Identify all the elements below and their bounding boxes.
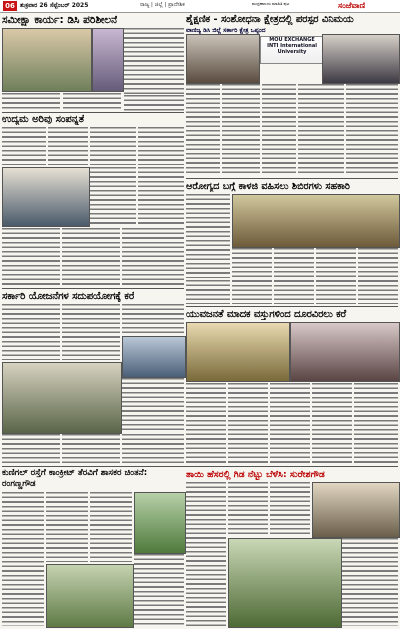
drug-article-body-4 bbox=[312, 383, 352, 463]
tree-article-body-3 bbox=[270, 482, 310, 536]
subheadline-academic-exchange: ವಾಣಿಜ್ಯ ಡಿಸಿ ಜಿಲ್ಲೆ ಸರ್ಕಾರಿ ಕ್ಷೇತ್ರ ಒಪ್ಪಂದ bbox=[186, 27, 266, 34]
masthead: ಸಂಜೆವಾಣಿ bbox=[338, 0, 366, 10]
schemes-article-body-3 bbox=[122, 304, 184, 334]
industry-article-body-4 bbox=[138, 127, 184, 165]
drug-awareness-photo-2 bbox=[290, 322, 400, 382]
industry-article-body-2 bbox=[48, 127, 88, 165]
survey-article-body-4 bbox=[124, 95, 184, 111]
health-article-body-2 bbox=[232, 248, 272, 304]
schemes-article-body-7 bbox=[122, 434, 184, 464]
health-article-body-6 bbox=[186, 280, 230, 304]
schemes-photo-left bbox=[2, 362, 122, 434]
road-article-body-2 bbox=[46, 492, 88, 562]
edition-date: ಶುಕ್ರವಾರ 26 ಸೆಪ್ಟೆಂಬರ್ 2025 bbox=[20, 2, 89, 9]
headline-drug-awareness: ಯುವಜನತೆ ಮಾದಕ ವಸ್ತುಗಳಿಂದ ದೂರವಿರಲು ಕರೆ bbox=[186, 309, 347, 320]
schemes-article-body-5 bbox=[2, 434, 60, 464]
industry-article-body-1 bbox=[2, 127, 46, 165]
survey-photo-2 bbox=[92, 28, 124, 92]
road-photo-left bbox=[46, 564, 134, 628]
health-article-body-5 bbox=[358, 248, 398, 304]
mou-article-body-2 bbox=[222, 84, 260, 176]
mou-banner: MOU EXCHANGE INTI International University bbox=[260, 36, 324, 64]
drug-awareness-photo-1 bbox=[186, 322, 290, 382]
health-article-body-3 bbox=[274, 248, 314, 304]
road-article-body-1 bbox=[2, 492, 44, 626]
divider bbox=[186, 178, 398, 179]
tree-planting-photo bbox=[228, 538, 342, 628]
schemes-article-body-1 bbox=[2, 304, 60, 360]
survey-article-body-3 bbox=[63, 93, 121, 111]
headline-industry: ಉದ್ಯಮ ಅರಿವು ಸಂಪನ್ನತೆ bbox=[2, 114, 85, 125]
tree-article-body-1 bbox=[186, 482, 226, 626]
mou-article-body-4 bbox=[298, 84, 344, 176]
drug-article-body-1 bbox=[186, 383, 226, 463]
divider bbox=[2, 466, 398, 467]
tree-photo-right bbox=[312, 482, 400, 538]
schemes-article-body-6 bbox=[62, 434, 120, 464]
headline-survey: ಸಮೀಕ್ಷಾ ಕಾರ್ಯ: ಡಿಸಿ ಪರಿಶೀಲನೆ bbox=[2, 14, 118, 26]
headline-kunigal-road: ಕುಣಿಗಲ್ ರಸ್ತೆಗೆ ಕಾಂಕ್ರೀಟ್ ತೆರವಿಗೆ ಶಾಸಕರ ಚಿಂತನೆ: ರಂಗಣ್ಣಗೌಡ bbox=[2, 468, 148, 489]
mou-photo-right bbox=[322, 34, 400, 84]
tree-article-body-2 bbox=[228, 482, 268, 536]
publisher-credit: ಮುದ್ರಣಾಲಯ ಮಾಹಿತಿ ಪುಟ bbox=[252, 1, 290, 6]
industry-photo bbox=[2, 167, 90, 227]
headline-health-camp: ಆರೋಗ್ಯದ ಬಗ್ಗೆ ಕಾಳಜಿ ವಹಿಸಲು ಶಿಬಿರಗಳು ಸಹಕಾರಿ bbox=[186, 181, 350, 192]
survey-article-body-2 bbox=[2, 93, 60, 111]
schemes-photo-right bbox=[122, 336, 186, 378]
mou-article-body-1 bbox=[186, 84, 220, 176]
survey-article-body-1 bbox=[124, 28, 184, 94]
industry-article-body-3 bbox=[90, 127, 136, 165]
page-number: 06 bbox=[3, 1, 17, 11]
schemes-article-body-2 bbox=[62, 304, 120, 360]
drug-article-body-2 bbox=[228, 383, 268, 463]
mou-article-body-3 bbox=[262, 84, 296, 176]
industry-article-body-7 bbox=[2, 228, 60, 286]
road-article-body-3 bbox=[90, 492, 132, 562]
mou-article-body-5 bbox=[346, 84, 398, 176]
drug-article-body-3 bbox=[270, 383, 310, 463]
industry-article-body-9 bbox=[122, 228, 184, 286]
tree-article-body-4 bbox=[342, 538, 398, 626]
divider bbox=[2, 112, 184, 113]
divider bbox=[2, 288, 184, 289]
headline-plant-tree: ತಾಯಿ ಹೆಸರಲ್ಲಿ ಗಿಡ ನೆಟ್ಟು ಬೆಳೆಸಿ: ಸುರೇಶಗೌಡ bbox=[186, 469, 325, 480]
drug-article-body-5 bbox=[354, 383, 398, 463]
industry-article-body-6 bbox=[138, 167, 184, 225]
headline-academic-exchange: ಶೈಕ್ಷಣಿಕ - ಸಂಶೋಧನಾ ಕ್ಷೇತ್ರದಲ್ಲಿ ಪರಸ್ಪರ ವಿನಿಮಯ bbox=[186, 14, 354, 25]
health-article-body-4 bbox=[316, 248, 356, 304]
road-article-body-4 bbox=[134, 554, 184, 626]
health-camp-photo bbox=[232, 194, 400, 248]
mou-photo-left bbox=[186, 34, 260, 84]
schemes-article-body-4 bbox=[122, 378, 184, 432]
headline-govt-schemes: ಸರ್ಕಾರಿ ಯೋಜನೆಗಳ ಸದುಪಯೋಗಕ್ಕೆ ಕರೆ bbox=[2, 291, 135, 302]
survey-photo-1 bbox=[2, 28, 92, 92]
industry-article-body-5 bbox=[90, 167, 136, 225]
industry-article-body-8 bbox=[62, 228, 120, 286]
section-label: ರಾಜ್ಯ | ಜಿಲ್ಲೆ | ಪ್ರಾದೇಶಿಕ bbox=[140, 2, 185, 8]
divider bbox=[186, 306, 398, 307]
health-article-body-1 bbox=[186, 194, 230, 278]
road-photo-right bbox=[134, 492, 186, 554]
